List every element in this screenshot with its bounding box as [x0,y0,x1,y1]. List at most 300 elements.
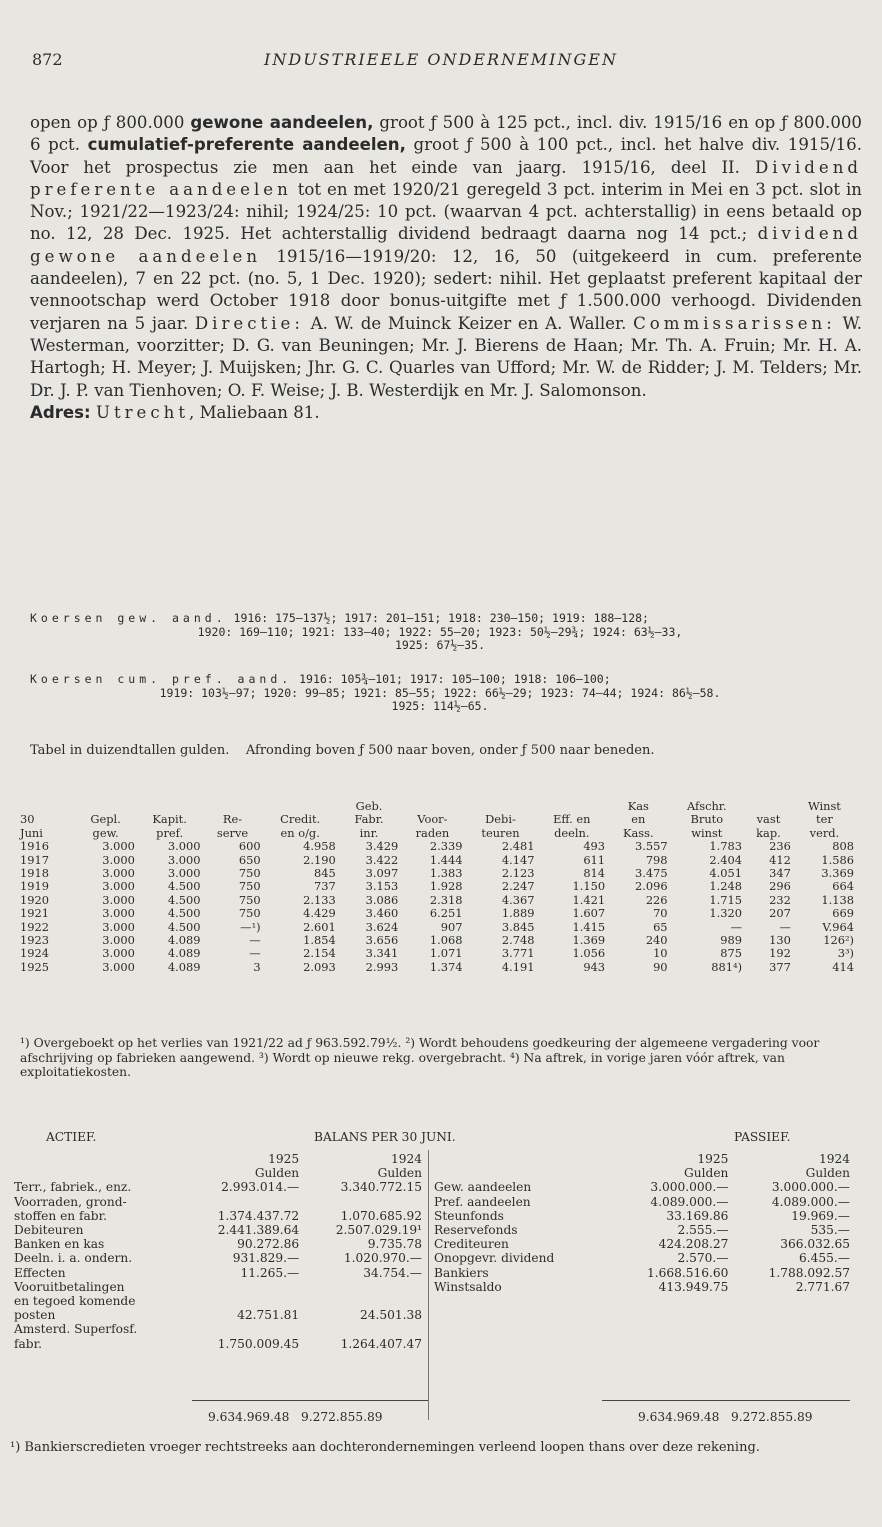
value-cell: 1.586 [821,852,854,867]
value-cell: 669 [832,906,854,921]
balance-sheet [12,1130,862,1450]
balance-row [12,1195,424,1209]
column-header: teuren [481,825,520,840]
amount-1925: 33.169.86 [666,1208,729,1223]
item-label: Deeln. i. a. ondern. [14,1251,133,1266]
value-cell: 4.367 [501,892,535,907]
passief-total-1924: 9.272.855.89 [731,1410,813,1424]
value-cell: — [730,919,743,934]
column-header: ter [816,812,833,827]
header-row [18,813,856,826]
value-cell: 2.247 [501,879,535,894]
column-header: Geb. [355,799,383,813]
koersen-gewone-line-3: 1925: 67½—35. [394,638,485,652]
balance-row [432,1209,852,1223]
value-cell: 3.000 [102,933,135,948]
item-label: Gew. aandeelen [434,1180,532,1195]
value-cell: 4.429 [303,906,336,921]
company-description [30,112,862,424]
balance-row [432,1280,852,1294]
balance-row [12,1251,424,1265]
value-cell: 2.123 [501,866,535,881]
column-header: en [631,812,646,827]
table-row [18,961,856,974]
value-cell: 845 [314,866,336,881]
value-cell: 192 [769,946,791,961]
amount-1924: 19.969.— [791,1208,850,1223]
balance-row [12,1180,424,1194]
amount-1925: 1.750.009.45 [217,1336,300,1351]
value-cell: 412 [769,852,791,867]
koersen-gewone-line-1: 1916: 175—137½; 1917: 201—151; 1918: 230—150; 1919: 188—128; [226,611,649,625]
address-label: Adres: [30,402,91,422]
actief-heading: ACTIEF. [46,1130,97,1144]
actief-total-rule [192,1400,428,1401]
value-cell: 232 [769,892,791,907]
amount-1925 [185,1294,301,1308]
column-header: verd. [809,825,840,840]
year-cell: 1918 [20,866,49,881]
column-header: Juni [20,825,43,840]
value-cell: 989 [720,933,743,948]
value-cell: 814 [583,866,606,881]
value-cell: 3.771 [501,946,535,961]
amount-1924 [301,1195,424,1209]
amount-1924: 3.340.772.15 [340,1180,422,1195]
amount-1925: 424.208.27 [658,1237,729,1252]
value-cell: 1.369 [572,933,606,948]
balance-row [12,1294,424,1308]
value-cell: 3.624 [365,919,399,934]
value-cell: 2.154 [303,946,336,961]
value-cell: 90 [653,959,668,974]
column-header: kap. [756,825,781,840]
value-cell: 4.089 [167,946,201,961]
amount-1924 [301,1294,424,1308]
text-segment: A. W. de Muinck Keizer en A. Waller. [303,313,634,333]
value-cell: 3.422 [365,852,399,867]
year-cell: 1920 [20,892,49,907]
column-header: Kas [627,799,649,813]
koersen-cum-pref [30,673,850,714]
column-header [74,800,137,813]
text-segment: groot ƒ 500 à 100 pct., incl. het halve div. 1915/16. Voor het prospectus zie men aan het einde van jaarg. 1915/16, deel II. [30,135,862,177]
balance-row [12,1280,424,1294]
year-label: 1925 [697,1152,729,1166]
year-cell: 1921 [20,906,49,921]
column-header: raden [415,825,450,840]
spacer [12,1152,185,1166]
year-cell: 1916 [20,839,49,854]
item-label: Winstsaldo [434,1279,502,1294]
item-label: Banken en kas [14,1237,105,1252]
value-cell: 1.071 [429,946,463,961]
value-cell: 4.500 [167,906,201,921]
value-cell: 3.097 [365,866,399,881]
balance-title: BALANS PER 30 JUNI. [314,1130,456,1144]
value-cell: 6.251 [429,906,463,921]
value-cell: 3.153 [365,879,399,894]
year-cell: 1917 [20,852,49,867]
column-header: gew. [92,825,119,840]
column-header: winst [691,825,723,840]
table-row [18,840,856,853]
value-cell: 3.000 [102,839,135,854]
amount-1924: 4.089.000.— [771,1194,850,1209]
koersen-gewone-aandeelen [30,612,850,653]
value-cell: 2.601 [303,919,336,934]
spacer [432,1166,609,1180]
column-header: Voor- [417,812,448,827]
year-label: 1924 [390,1152,422,1166]
amount-1924: 1.264.407.47 [340,1336,422,1351]
value-cell: 3.086 [365,892,399,907]
column-header: Winst [807,799,841,813]
year-cell: 1923 [20,933,49,948]
column-header: Gepl. [90,812,121,827]
amount-1924: 2.507.029.19¹ [335,1223,422,1238]
value-cell: 3.000 [102,919,135,934]
item-label: Terr., fabriek., enz. [14,1180,132,1195]
balance-row [432,1223,852,1237]
item-label: Amsterd. Superfosf. [14,1322,138,1337]
spaced-term-dividend-preferente: Dividend preferente aandeelen [30,157,862,199]
value-cell: 3.341 [365,946,399,961]
value-cell: 3.845 [501,919,535,934]
column-header: Debi- [485,812,516,827]
amount-1924: 1.070.685.92 [340,1208,422,1223]
amount-1924: 34.754.— [363,1265,422,1280]
column-header: Eff. en [553,812,591,827]
table-row [18,907,856,920]
spaced-term-commissarissen: Commissarissen: [633,313,836,333]
text-segment: tot en met 1920/21 geregeld 3 pct. interim in Mei en 3 pct. slot in Nov.; 1921/22—1923/24: nihil; 1924/25: 10 pct. (waarvan 4 pct. achterstallig) in eens betaald op no. 12, 28 Dec. 1925. Het achterstallig dividend bedraagt daarna nog 14 pct.; [30,179,862,244]
value-cell: 2.093 [303,959,336,974]
amount-1924: 1.020.970.— [343,1251,422,1266]
value-cell: 1.928 [429,879,463,894]
running-title: INDUSTRIEELE ONDERNEMINGEN [264,50,618,69]
column-header: pref. [156,825,184,840]
year-cell: 1922 [20,919,49,934]
balance-row [12,1209,424,1223]
item-label: Effecten [14,1265,66,1280]
value-cell: 3.000 [102,866,135,881]
value-cell: 130 [769,933,791,948]
value-cell: 2.993 [365,959,399,974]
value-cell: 737 [314,879,336,894]
value-cell: 808 [832,839,854,854]
passief-heading: PASSIEF. [734,1130,791,1144]
balance-row [12,1237,424,1251]
value-cell: 1.854 [303,933,336,948]
value-cell: 750 [238,866,261,881]
column-header [263,800,338,813]
unit-label: Gulden [377,1166,422,1181]
value-cell: 4.147 [501,852,535,867]
amount-1925: 42.751.81 [237,1308,300,1323]
value-cell: 3.429 [365,839,399,854]
item-label: Bankiers [434,1265,489,1280]
year-header-row [12,1152,424,1166]
spaced-term-dividend-gewone: dividend gewone aandeelen [30,224,862,266]
value-cell: 1.056 [572,946,606,961]
amount-1925: 3.000.000.— [650,1180,729,1195]
column-header: en o/g. [280,825,320,840]
value-cell: 207 [769,906,791,921]
value-cell: 296 [769,879,791,894]
amount-1924: 535.— [810,1223,850,1238]
column-header: Re- [222,812,243,827]
value-cell: 907 [440,919,463,934]
value-cell: 1.889 [501,906,535,921]
value-cell: 1.248 [709,879,743,894]
amount-1925: 90.272.86 [237,1237,300,1252]
table-row [18,921,856,934]
value-cell: 1.421 [572,892,606,907]
amount-1925: 1.374.437.72 [217,1208,300,1223]
value-cell: 3.000 [102,852,135,867]
value-cell: 1.783 [709,839,743,854]
value-cell: 2.318 [429,892,463,907]
balance-row [12,1337,424,1351]
financial-table [18,800,856,974]
value-cell: 2.404 [709,852,743,867]
item-label: stoffen en fabr. [14,1208,107,1223]
column-header [744,800,793,813]
koersen-gewone-label: Koersen gew. aand. [30,611,227,625]
balance-row [432,1237,852,1251]
amount-1924: 9.735.78 [367,1237,422,1252]
spacer [432,1152,609,1166]
actief-totals [208,1410,382,1424]
balance-row [432,1266,852,1280]
column-header: Kapit. [152,812,187,827]
value-cell: 236 [769,839,791,854]
value-cell: 3.369 [821,866,854,881]
column-divider [428,1150,429,1420]
koersen-cum-line-1: 1916: 105¾—101; 1917: 105—100; 1918: 106—100; [292,672,611,686]
balance-row [12,1223,424,1237]
value-cell: 650 [238,852,261,867]
value-cell: —¹) [240,919,261,934]
balance-row [432,1180,852,1194]
amount-1924: 24.501.38 [359,1308,422,1323]
item-label: Vooruitbetalingen [14,1279,125,1294]
amount-1925: 413.949.75 [658,1279,729,1294]
value-cell: 347 [769,866,791,881]
table-row [18,947,856,960]
spaced-term-directie: Directie: [194,313,304,333]
balance-row [432,1195,852,1209]
financial-table-body [18,840,856,974]
value-cell: 226 [645,892,668,907]
amount-1925: 2.993.014.— [221,1180,300,1195]
value-cell: 2.096 [634,879,668,894]
column-header [202,800,262,813]
koersen-cum-label: Koersen cum. pref. aand. [30,672,293,686]
actief-total-1925: 9.634.969.48 [208,1410,290,1424]
value-cell: 2.190 [303,852,336,867]
passief-total-rule [602,1400,850,1401]
address-city: Utrecht [95,402,190,422]
page-number: 872 [32,50,63,69]
value-cell: — [249,946,261,961]
value-cell: 943 [583,959,606,974]
amount-1925 [185,1280,301,1294]
item-label: Crediteuren [434,1237,509,1252]
passief-total-1925: 9.634.969.48 [638,1410,720,1424]
table-row [18,867,856,880]
column-header [137,800,203,813]
value-cell: 1.415 [572,919,606,934]
table-row [18,880,856,893]
value-cell: 3³) [837,946,854,961]
value-cell: 4.500 [167,892,201,907]
value-cell: 1.150 [572,879,606,894]
amount-1925: 1.668.516.60 [646,1265,729,1280]
balance-footnote: ¹) Bankierscredieten vroeger rechtstreeks aan dochterondernemingen verleend loopen thans over deze rekening. [10,1440,760,1455]
value-cell: 3.557 [634,839,668,854]
balance-row [12,1322,424,1336]
value-cell: 4.089 [167,933,201,948]
text-segment: W. Westerman, voorzitter; D. G. van Beuningen; Mr. J. Bierens de Haan; Mr. Th. A. Fruin; Mr. H. A. Hartogh; H. Meyer; J. Muijsken; Jhr. G. C. Quarles van Ufford; Mr. W. de Ridder; J. M. Telders; Mr. Dr. J. P. van Tienhoven; O. F. Weise; J. B. Westerdijk en Mr. J. Salomonson. [30,313,862,400]
value-cell: 3.000 [102,906,135,921]
value-cell: 1.320 [709,906,743,921]
value-cell: 2.339 [429,839,463,854]
value-cell: 1.444 [429,852,463,867]
value-cell: 750 [238,906,261,921]
year-label: 1925 [268,1152,300,1166]
value-cell: — [779,919,791,934]
value-cell: 414 [832,959,854,974]
amount-1924: 366.032.65 [780,1237,850,1252]
column-header [464,800,536,813]
address-street: , Maliebaan 81. [189,402,320,422]
koersen-gewone-line-2: 1920: 169—110; 1921: 133—40; 1922: 55—20; 1923: 50½—29¾; 1924: 63½—33, [197,624,683,639]
amount-1925: 4.089.000.— [650,1194,729,1209]
actief-total-1924: 9.272.855.89 [301,1410,383,1424]
value-cell: 3.000 [167,852,201,867]
value-cell: 10 [653,946,668,961]
value-cell: V.964 [822,919,854,934]
table-note-right: Afronding boven ƒ 500 naar boven, onder ƒ 500 naar beneden. [245,743,655,758]
value-cell: 4.089 [167,959,201,974]
table-note-left: Tabel in duizendtallen gulden. [30,743,230,758]
value-cell: 4.500 [167,919,201,934]
running-header [28,50,854,74]
table-row [18,854,856,867]
financial-table-header [18,800,856,840]
item-label: Voorraden, grond- [14,1194,127,1209]
item-label: en tegoed komende [14,1294,136,1309]
amount-1924: 6.455.— [799,1251,850,1266]
value-cell: 1.138 [821,892,854,907]
value-cell: 750 [238,892,261,907]
year-cell: 1924 [20,946,49,961]
item-label: Debiteuren [14,1223,84,1238]
column-header [18,800,74,813]
value-cell: 493 [583,839,606,854]
balance-row [432,1251,852,1265]
year-cell: 1925 [20,959,49,974]
amount-1925: 2.441.389.64 [217,1223,300,1238]
column-header [400,800,464,813]
koersen-cum-line-3: 1925: 114½—65. [391,699,489,713]
column-header [537,800,608,813]
value-cell: 4.191 [501,959,535,974]
amount-1924 [301,1322,424,1336]
item-label: Pref. aandeelen [434,1194,531,1209]
amount-1925: 2.555.— [677,1223,729,1238]
table-footnotes: ¹) Overgeboekt op het verlies van 1921/22 ad ƒ 963.592.79½. ²) Wordt behoudens goedkeuring der algemeene vergadering voor afschrijving op fabrieken aangewend. ³) Wordt op nieuwe rekg. overgebracht. ⁴) Na aftrek, in vorige jaren vóór aftrek, van exploitatiekosten. [20,1036,820,1079]
passief-table [432,1152,852,1294]
column-header: vast [756,812,781,827]
passief-totals [638,1410,812,1424]
item-label: Reservefonds [434,1223,518,1238]
value-cell: 3.000 [102,892,135,907]
header-row [18,827,856,840]
value-cell: 377 [769,959,791,974]
value-cell: — [249,933,261,948]
value-cell: 1.068 [429,933,463,948]
value-cell: 798 [645,852,668,867]
amount-1925: 11.265.— [240,1265,300,1280]
bold-term-gewone-aandeelen: gewone aandeelen, [190,113,374,132]
year-header-row [432,1152,852,1166]
value-cell: 3.460 [365,906,399,921]
value-cell: 3.000 [102,959,135,974]
value-cell: 3.475 [634,866,668,881]
column-header: Kass. [623,825,654,840]
value-cell: 3.000 [102,879,135,894]
value-cell: 65 [653,919,668,934]
amount-1925 [185,1195,301,1209]
value-cell: 4.051 [709,866,743,881]
column-header: 30 [20,812,35,827]
table-note [30,743,865,758]
value-cell: 70 [653,906,668,921]
amount-1925 [185,1322,301,1336]
item-label: Steunfonds [434,1208,504,1223]
table-row [18,894,856,907]
value-cell: 3 [253,959,261,974]
unit-row [432,1166,852,1180]
table-row [18,934,856,947]
amount-1924 [301,1280,424,1294]
value-cell: 4.500 [167,879,201,894]
item-label: fabr. [14,1336,42,1351]
unit-row [12,1166,424,1180]
value-cell: 1.715 [709,892,743,907]
value-cell: 881⁴) [711,959,743,974]
column-header: Credit. [280,812,321,827]
spacer [12,1166,185,1180]
value-cell: 1.383 [429,866,463,881]
item-label: Onopgevr. dividend [434,1251,555,1266]
column-header: Fabr. [354,812,384,827]
value-cell: 664 [832,879,854,894]
text-segment: open op ƒ 800.000 [30,113,191,132]
balance-sheet-header [12,1130,862,1146]
column-header: inr. [359,825,379,840]
column-header: Afschr. [686,799,727,813]
value-cell: 4.958 [303,839,336,854]
year-label: 1924 [818,1152,850,1166]
amount-1925: 931.829.— [232,1251,300,1266]
value-cell: 3.000 [102,946,135,961]
value-cell: 2.748 [501,933,535,948]
value-cell: 1.374 [429,959,463,974]
